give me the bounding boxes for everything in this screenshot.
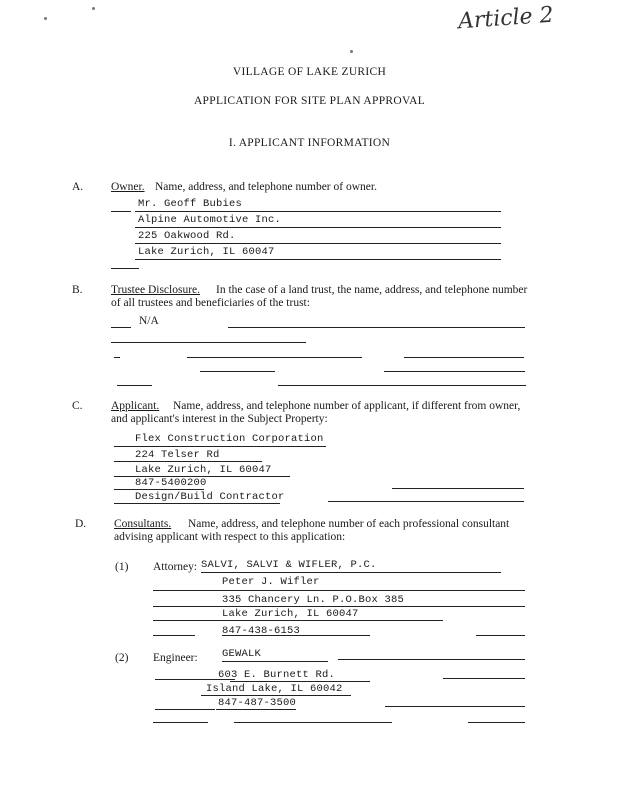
applicant-phone: 847-5400200 — [135, 477, 207, 489]
attorney-firm: SALVI, SALVI & WIFLER, P.C. — [201, 559, 377, 571]
form-underline — [392, 488, 524, 489]
form-underline — [135, 227, 501, 228]
form-underline — [338, 659, 525, 660]
form-underline — [384, 371, 525, 372]
owner-name: Mr. Geoff Bubies — [138, 198, 243, 210]
scan-speck — [92, 7, 95, 10]
consultants-description-1: Name, address, and telephone number of each professional consultant — [188, 518, 510, 530]
form-underline — [153, 722, 208, 723]
form-underline — [385, 706, 525, 707]
form-underline — [111, 327, 131, 328]
form-underline — [117, 385, 152, 386]
form-underline — [135, 259, 501, 260]
trustee-description-1: In the case of a land trust, the name, address, and telephone number — [216, 284, 528, 296]
form-underline — [114, 489, 204, 490]
scan-speck — [350, 50, 353, 53]
section-title: I. APPLICANT INFORMATION — [228, 137, 391, 149]
engineer-number: (2) — [115, 652, 129, 664]
owner-description: Name, address, and telephone number of owner. — [155, 181, 377, 193]
attorney-label: Attorney: — [153, 561, 198, 573]
attorney-city: Lake Zurich, IL 60047 — [222, 608, 359, 620]
attorney-street: 335 Chancery Ln. P.O.Box 385 — [222, 594, 405, 606]
consultants-label: Consultants. — [114, 518, 172, 530]
form-underline — [328, 501, 524, 502]
form-underline — [135, 243, 501, 244]
owner-letter: A. — [72, 181, 84, 193]
form-title: APPLICATION FOR SITE PLAN APPROVAL — [193, 95, 426, 107]
owner-city: Lake Zurich, IL 60047 — [138, 246, 275, 258]
form-underline — [234, 722, 392, 723]
form-underline — [443, 678, 525, 679]
owner-label: Owner. — [111, 181, 145, 193]
consultants-letter: D. — [75, 518, 87, 530]
applicant-description-1: Name, address, and telephone number of applicant, if different from owner, — [173, 400, 521, 412]
form-underline — [155, 679, 235, 680]
form-underline — [153, 590, 525, 591]
engineer-phone: 847-487-3500 — [218, 697, 297, 709]
form-underline — [228, 327, 525, 328]
form-underline — [111, 211, 131, 212]
form-underline — [187, 357, 362, 358]
applicant-letter: C. — [72, 400, 83, 412]
form-underline — [404, 357, 524, 358]
form-underline — [153, 606, 525, 607]
scan-speck — [44, 17, 47, 20]
form-underline — [230, 681, 370, 682]
attorney-contact: Peter J. Wifler — [222, 576, 320, 588]
form-underline — [476, 635, 525, 636]
form-underline — [201, 695, 351, 696]
trustee-value: N/A — [139, 315, 159, 327]
engineer-street: 603 E. Burnett Rd. — [218, 669, 336, 681]
form-underline — [468, 722, 525, 723]
form-underline — [114, 461, 262, 462]
form-underline — [114, 503, 280, 504]
form-underline — [153, 620, 443, 621]
engineer-label: Engineer: — [153, 652, 198, 664]
consultants-description-2: advising applicant with respect to this application: — [114, 531, 346, 543]
form-underline — [216, 709, 296, 710]
form-underline — [200, 371, 275, 372]
engineer-city: Island Lake, IL 60042 — [206, 683, 343, 695]
owner-company: Alpine Automotive Inc. — [138, 214, 282, 226]
form-underline — [153, 635, 195, 636]
attorney-phone: 847-438-6153 — [222, 625, 301, 637]
applicant-label: Applicant. — [111, 400, 160, 412]
applicant-city: Lake Zurich, IL 60047 — [135, 464, 272, 476]
form-underline — [114, 446, 326, 447]
form-underline — [114, 357, 120, 358]
form-underline — [278, 385, 526, 386]
handwritten-note: Article 2 — [457, 2, 555, 35]
form-underline — [135, 211, 501, 212]
village-heading: VILLAGE OF LAKE ZURICH — [232, 66, 387, 78]
attorney-number: (1) — [115, 561, 129, 573]
form-underline — [201, 572, 501, 573]
form-underline — [222, 661, 328, 662]
trustee-description-2: of all trustees and beneficiaries of the trust: — [111, 297, 310, 309]
applicant-description-2: and applicant's interest in the Subject Property: — [111, 413, 328, 425]
applicant-company: Flex Construction Corporation — [135, 433, 324, 445]
trustee-letter: B. — [72, 284, 83, 296]
owner-street: 225 Oakwood Rd. — [138, 230, 236, 242]
form-underline — [155, 709, 215, 710]
applicant-street: 224 Telser Rd — [135, 449, 220, 461]
applicant-interest: Design/Build Contractor — [135, 491, 285, 503]
engineer-firm: GEWALK — [222, 648, 262, 660]
trustee-label: Trustee Disclosure. — [111, 284, 201, 296]
form-underline — [111, 268, 139, 269]
form-underline — [111, 342, 306, 343]
form-underline — [222, 635, 370, 636]
